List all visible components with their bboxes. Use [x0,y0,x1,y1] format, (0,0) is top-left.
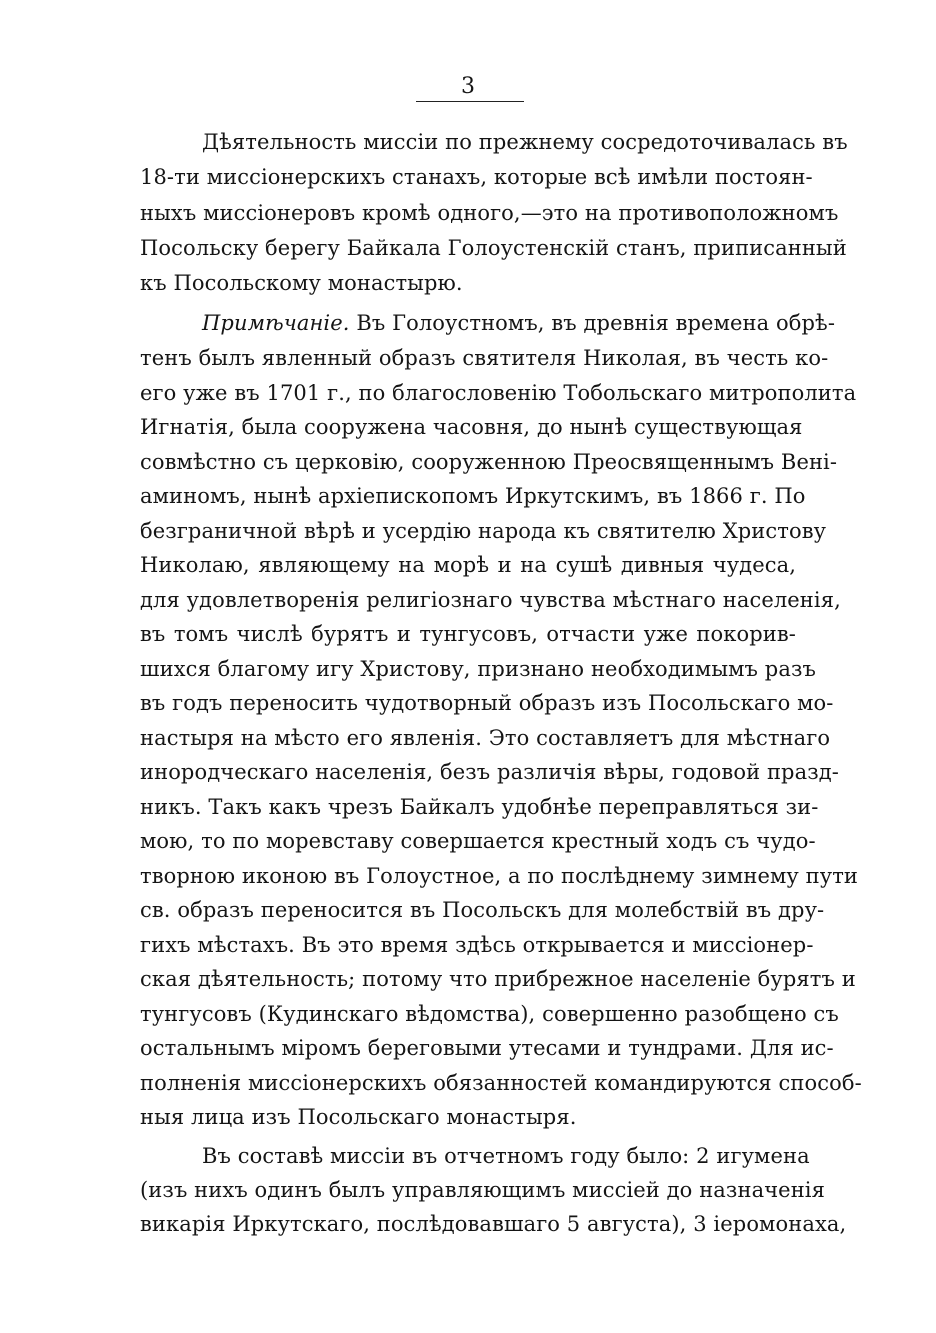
text-line: инородческаго населенія, безъ различія вѣры, годовой празд- [140,760,840,784]
text-line: остальнымъ міромъ береговыми утесами и тундрами. Для ис- [140,1036,834,1060]
text-line: въ томъ числѣ бурятъ и тунгусовъ, отчасти уже покорив- [140,622,796,646]
text-line: для удовлетворенія религіознаго чувства мѣстнаго населенія, [140,588,841,612]
text-line: полненія миссіонерскихъ обязанностей командируются способ- [140,1071,862,1095]
text-line: Въ составѣ миссіи въ отчетномъ году было: 2 игумена [202,1144,810,1168]
text-line: въ годъ переносить чудотворный образъ изъ Посольскаго мо- [140,691,834,715]
text-line: ская дѣятельность; потому что прибрежное населеніе бурятъ и [140,967,856,991]
text-line: Посольску берегу Байкала Голоустенскій станъ, приписанный [140,236,847,260]
page-number: 3 [461,74,475,99]
text-line: безграничной вѣрѣ и усердію народа къ святителю Христову [140,519,827,543]
text-line: 18-ти миссіонерскихъ станахъ, которые всѣ имѣли постоян- [140,165,813,189]
text-line: тунгусовъ (Кудинскаго вѣдомства), совершенно разобщено съ [140,1002,839,1026]
text-line: ныхъ миссіонеровъ кромѣ одного,—это на противоположномъ [140,201,839,225]
text-line: аминомъ, нынѣ архіепископомъ Иркутскимъ, въ 1866 г. По [140,484,806,508]
text-line: викарія Иркутскаго, послѣдовавшаго 5 августа), 3 іеромонаха, [140,1212,847,1236]
text-line: его уже въ 1701 г., по благословенію Тобольскаго митрополита [140,381,857,405]
text-line: ныя лица изъ Посольскаго монастыря. [140,1105,577,1129]
text-line: настыря на мѣсто его явленія. Это составляетъ для мѣстнаго [140,726,831,750]
text-line: тенъ былъ явленный образъ святителя Николая, въ честь ко- [140,346,829,370]
text-line: Николаю, являющему на морѣ и на сушѣ дивныя чудеса, [140,553,796,577]
note-label: Примѣчаніе. [202,311,350,335]
text-line: къ Посольскому монастырю. [140,271,463,295]
note-first-line [202,306,836,340]
note-first-line-text: Въ Голоустномъ, въ древнія времена обрѣ- [349,311,836,335]
text-line: (изъ нихъ одинъ былъ управляющимъ миссіей до назначенія [140,1178,825,1202]
text-line: Игнатія, была сооружена часовня, до нынѣ существующая [140,415,803,439]
page-number-rule [416,101,524,102]
text-line: мою, то по моревставу совершается крестный ходъ съ чудо- [140,829,816,853]
text-line: никъ. Такъ какъ чрезъ Байкалъ удобнѣе переправляться зи- [140,795,819,819]
text-line: совмѣстно съ церковію, сооруженною Преосвященнымъ Вені- [140,450,838,474]
text-line: гихъ мѣстахъ. Въ это время здѣсь открывается и миссіонер- [140,933,814,957]
text-line: св. образъ переносится въ Посольскъ для молебствій въ дру- [140,898,825,922]
text-line: творною иконою въ Голоустное, а по послѣднему зимнему пути [140,864,859,888]
text-line: шихся благому игу Христову, признано необходимымъ разъ [140,657,816,681]
text-line: Дѣятельность миссіи по прежнему сосредоточивалась въ [202,130,848,154]
